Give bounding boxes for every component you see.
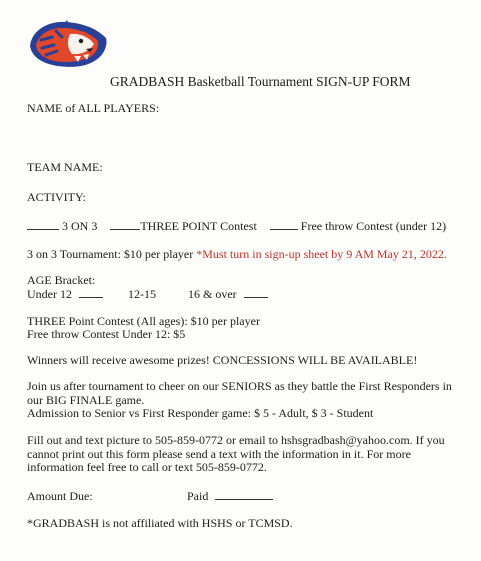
prizes-note: Winners will receive awesome prizes! CONCESSIONS WILL BE AVAILABLE!: [27, 353, 418, 367]
tournament-fee: 3 on 3 Tournament: $10 per player: [27, 247, 194, 261]
deadline-note: *Must turn in sign-up sheet by 9 AM May 21, 2022.: [196, 247, 447, 261]
disclaimer: *GRADBASH is not affiliated with HSHS or TCMSD.: [27, 516, 293, 530]
form-title: GRADBASH Basketball Tournament SIGN-UP FORM: [110, 74, 411, 89]
paid-blank[interactable]: [215, 489, 273, 500]
seniors-line-1: Join us after tournament to cheer on our SENIORS as they battle the First Responders in: [27, 379, 452, 393]
age-bracket-options: [27, 287, 268, 301]
admission-line: Admission to Senior vs First Responder game: $ 5 - Adult, $ 3 - Student: [27, 406, 374, 420]
free-throw-label: Free throw Contest (under 12): [300, 219, 447, 233]
tiger-head-logo-icon: [26, 18, 110, 70]
contact-line-3: information feel free to call or text 505-859-0772.: [27, 460, 267, 474]
age-bracket-label: AGE Bracket:: [27, 273, 96, 287]
age-12-15-label: 12-15: [128, 287, 156, 301]
amount-due-label: Amount Due:: [27, 489, 93, 503]
activity-label: ACTIVITY:: [27, 190, 86, 204]
three-on-three-label: 3 ON 3: [62, 219, 98, 233]
free-throw-blank[interactable]: [270, 219, 298, 230]
team-name-label: TEAM NAME:: [27, 160, 103, 174]
free-throw-fee: Free throw Contest Under 12: $5: [27, 327, 186, 341]
activity-options: [27, 219, 446, 233]
three-on-three-blank[interactable]: [27, 219, 59, 230]
contact-line-2: cannot print out this form please send a text with the information in it. For more: [27, 447, 411, 461]
three-point-blank[interactable]: [110, 219, 140, 230]
contact-line-1: Fill out and text picture to 505-859-0772 or email to hshsgradbash@yahoo.com. If you: [27, 433, 445, 447]
tournament-fee-line: [27, 247, 447, 261]
paid-field: [187, 489, 273, 503]
player-names-label: NAME of ALL PLAYERS:: [27, 101, 160, 115]
age-16-over-blank[interactable]: [244, 287, 268, 298]
age-under-12-label: Under 12: [27, 287, 72, 301]
seniors-line-2: our BIG FINALE game.: [27, 393, 145, 407]
age-under-12-blank[interactable]: [79, 287, 103, 298]
age-16-over-label: 16 & over: [188, 287, 237, 301]
three-point-fee: THREE Point Contest (All ages): $10 per player: [27, 314, 260, 328]
three-point-label: THREE POINT Contest: [140, 219, 257, 233]
paid-label: Paid: [187, 489, 209, 503]
